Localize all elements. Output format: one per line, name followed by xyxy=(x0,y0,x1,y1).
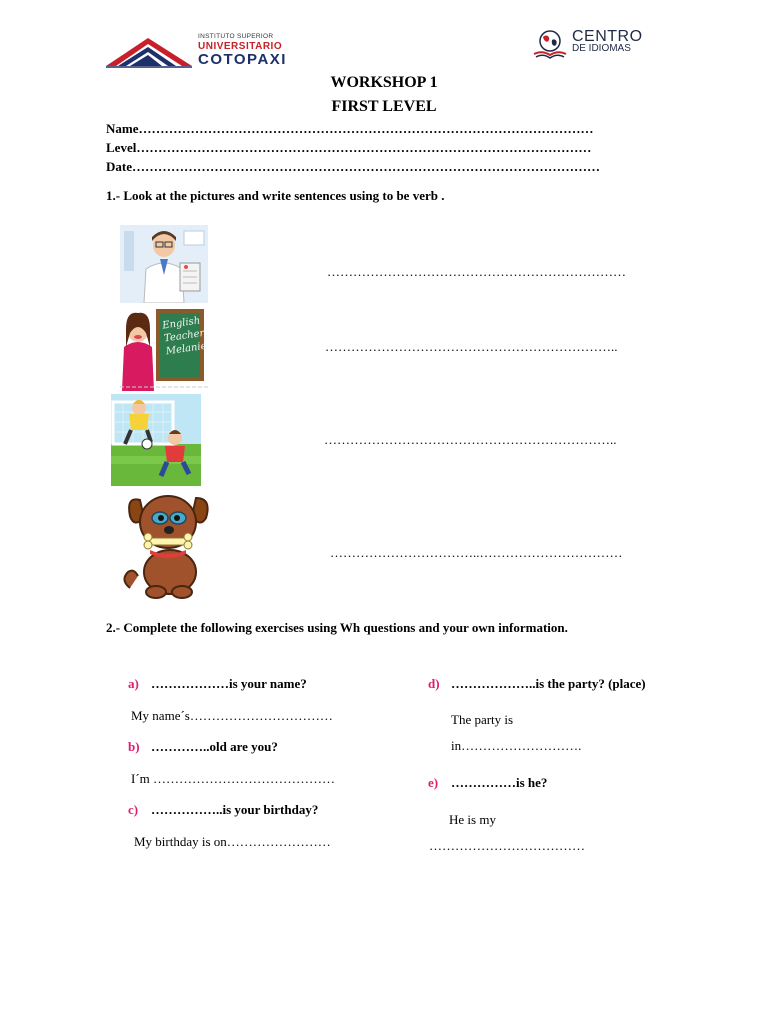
item-e-question[interactable]: ……………is he? xyxy=(451,775,548,790)
answer-line-3[interactable]: ………………………………………………………….. xyxy=(324,432,617,447)
item-a-answer[interactable]: My name´s…………………………… xyxy=(131,708,333,723)
workshop-subtitle: FIRST LEVEL xyxy=(331,98,437,115)
item-e-marker: e) xyxy=(428,775,439,790)
item-c-question[interactable]: ……………..is your birthday? xyxy=(151,802,319,817)
item-d-question[interactable]: ………………..is the party? (place) xyxy=(451,676,646,691)
instituto-cotopaxi-logo xyxy=(104,30,294,70)
board-line1: English xyxy=(161,315,201,332)
logo-line3: COTOPAXI xyxy=(198,50,287,68)
globe-book-icon xyxy=(530,28,570,60)
chalkboard-text xyxy=(161,315,208,359)
dog-icon xyxy=(116,488,216,600)
answer-line-4[interactable]: ……………………………..…………………………… xyxy=(330,545,623,560)
logo-line1: INSTITUTO SUPERIOR xyxy=(198,33,274,40)
soccer-players-icon xyxy=(111,394,201,486)
dog-picture xyxy=(116,488,216,600)
item-a-marker: a) xyxy=(128,676,139,691)
centro-idiomas-logo xyxy=(530,28,660,60)
item-c-answer[interactable]: My birthday is on…………………… xyxy=(134,834,331,849)
soccer-picture xyxy=(111,394,201,486)
item-a-question[interactable]: ………………is your name? xyxy=(151,676,307,691)
board-line2: Teacher xyxy=(163,327,206,345)
item-d-answer-line2[interactable]: in………………………. xyxy=(451,738,582,753)
answer-line-2[interactable]: ………………………………………………………….. xyxy=(325,339,618,354)
level-field[interactable]: Level…………………………………………………………………………………………… xyxy=(106,140,592,155)
doctor-picture xyxy=(120,225,208,303)
logo-centro: CENTRO xyxy=(572,28,643,45)
date-field[interactable]: Date……………………………………………………………………………………………… xyxy=(106,159,600,174)
item-d-answer-line1: The party is xyxy=(451,712,514,727)
item-e-answer-line2[interactable]: ……………………………… xyxy=(429,838,585,853)
swoosh-logo-icon xyxy=(104,32,194,68)
board-line3: Melanie xyxy=(165,340,208,358)
logo-line2: UNIVERSITARIO xyxy=(198,40,283,52)
item-b-question[interactable]: …………..old are you? xyxy=(151,739,278,754)
item-b-marker: b) xyxy=(128,739,140,754)
section2-instruction: 2.- Complete the following exercises using Wh questions and your own information. xyxy=(106,620,568,635)
workshop-title: WORKSHOP 1 xyxy=(330,74,438,91)
answer-line-1[interactable]: …………………………………………………………… xyxy=(327,264,626,279)
item-e-answer-line1: He is my xyxy=(449,812,496,827)
teacher-picture xyxy=(120,307,208,391)
item-b-answer[interactable]: I´m …………………………………… xyxy=(131,771,336,786)
logo-de-idiomas: DE IDIOMAS xyxy=(572,43,631,54)
section1-instruction: 1.- Look at the pictures and write sentences using to be verb . xyxy=(106,188,445,203)
name-field[interactable]: Name…………………………………………………………………………………………… xyxy=(106,121,594,136)
doctor-icon xyxy=(120,225,208,303)
item-c-marker: c) xyxy=(128,802,139,817)
item-d-marker: d) xyxy=(428,676,440,691)
